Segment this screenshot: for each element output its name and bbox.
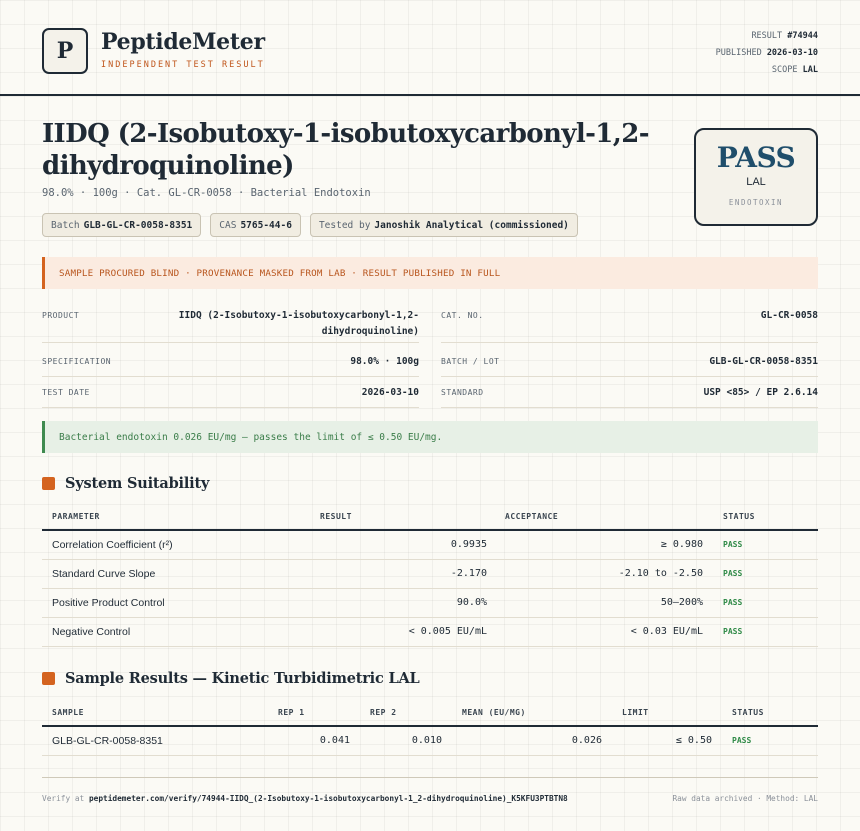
chip-label: Tested by: [318, 219, 371, 231]
scope-label: SCOPE: [771, 65, 798, 75]
sample-id: GLB-GL-CR-0058-8351: [42, 726, 268, 755]
status-badge: PASS: [722, 726, 818, 755]
info-label: SPECIFICATION: [42, 357, 112, 366]
brand-name: PeptideMeter: [101, 29, 265, 55]
result-summary: Bacterial endotoxin 0.026 EU/mg — passes the limit of ≤ 0.50 EU/mg.: [42, 421, 818, 453]
verdict-word: PASS: [716, 141, 796, 174]
chip-label: CAS: [219, 219, 237, 231]
info-label: CAT. NO.: [441, 311, 484, 320]
verify-prefix: Verify at: [42, 794, 85, 803]
param-name: Negative Control: [42, 617, 302, 646]
col-parameter: PARAMETER: [42, 504, 302, 530]
suitability-table: [42, 504, 818, 647]
section-marker-icon: [42, 672, 55, 685]
col-status: STATUS: [713, 504, 818, 530]
param-acceptance: < 0.03 EU/mL: [497, 617, 713, 646]
info-label: BATCH / LOT: [441, 357, 500, 366]
param-name: Correlation Coefficient (r²): [42, 530, 302, 559]
product-subtitle: 98.0% · 100g · Cat. GL-CR-0058 · Bacterial Endotoxin: [42, 187, 371, 199]
table-header-row: [42, 504, 818, 530]
table-row: [42, 559, 818, 588]
info-value: GLB-GL-CR-0058-8351: [709, 356, 818, 367]
logo-mark: [42, 28, 88, 74]
param-result: 90.0%: [302, 588, 497, 617]
chip-value: 5765-44-6: [240, 219, 292, 231]
sample-rep2: 0.010: [360, 726, 452, 755]
samples-section-header: [42, 670, 420, 687]
tested-by-chip: [310, 213, 578, 237]
info-test-date: [42, 380, 419, 408]
samples-table: [42, 700, 818, 756]
section-marker-icon: [42, 477, 55, 490]
verdict-method: LAL: [746, 176, 766, 188]
suitability-section-header: [42, 475, 209, 492]
product-title: IIDQ (2-Isobutoxy-1-isobutoxycarbonyl-1,2-dihydroquinoline): [42, 119, 649, 181]
status-badge: PASS: [713, 617, 818, 646]
param-acceptance: ≥ 0.980: [497, 530, 713, 559]
batch-chip: [42, 213, 201, 237]
brand-tagline: INDEPENDENT TEST RESULT: [101, 60, 265, 70]
param-result: < 0.005 EU/mL: [302, 617, 497, 646]
info-label: TEST DATE: [42, 388, 90, 397]
published-date: 2026-03-10: [766, 48, 818, 58]
footer-note: Raw data archived · Method: LAL: [672, 794, 818, 803]
info-standard: [441, 380, 818, 408]
table-row: [42, 617, 818, 646]
col-limit: LIMIT: [612, 700, 722, 726]
verdict-scope: ENDOTOXIN: [728, 198, 784, 207]
info-value: GL-CR-0058: [760, 310, 818, 321]
table-header-row: [42, 700, 818, 726]
sample-rep1: 0.041: [268, 726, 360, 755]
info-value: 2026-03-10: [361, 387, 419, 398]
param-result: -2.170: [302, 559, 497, 588]
chip-value: Janoshik Analytical (commissioned): [374, 219, 569, 231]
sample-limit: ≤ 0.50: [612, 726, 722, 755]
chip-value: GLB-GL-CR-0058-8351: [83, 219, 193, 231]
info-catno: [441, 303, 818, 343]
status-badge: PASS: [713, 559, 818, 588]
info-product: [42, 303, 419, 343]
table-row: [42, 588, 818, 617]
info-spec: [42, 349, 419, 377]
param-name: Standard Curve Slope: [42, 559, 302, 588]
verify-link[interactable]: peptidemeter.com/verify/74944-IIDQ_(2-Isobutoxy-1-isobutoxycarbonyl-1_2-dihydroquinoline)_K5KFU3PTBTN8: [88, 794, 568, 803]
result-id: #74944: [787, 31, 818, 41]
param-acceptance: -2.10 to -2.50: [497, 559, 713, 588]
col-status: STATUS: [722, 700, 818, 726]
col-mean: MEAN (EU/MG): [452, 700, 612, 726]
result-label: RESULT: [751, 31, 783, 41]
section-title: Sample Results — Kinetic Turbidimetric LAL: [65, 670, 420, 687]
logo-letter: P: [56, 38, 74, 64]
col-rep1: REP 1: [268, 700, 360, 726]
verdict-badge: [694, 128, 818, 226]
col-rep2: REP 2: [360, 700, 452, 726]
report-footer: [42, 777, 818, 803]
report-header: [0, 0, 860, 96]
table-row: [42, 726, 818, 755]
info-label: PRODUCT: [42, 311, 80, 320]
info-value: 98.0% · 100g: [350, 356, 419, 367]
status-badge: PASS: [713, 530, 818, 559]
param-acceptance: 50–200%: [497, 588, 713, 617]
product-chips: [42, 213, 578, 237]
info-label: STANDARD: [441, 388, 484, 397]
info-batch: [441, 349, 818, 377]
col-result: RESULT: [302, 504, 497, 530]
param-name: Positive Product Control: [42, 588, 302, 617]
cas-chip: [210, 213, 301, 237]
table-row: [42, 530, 818, 559]
col-sample: SAMPLE: [42, 700, 268, 726]
section-title: System Suitability: [65, 475, 210, 492]
info-value: IIDQ (2-Isobutoxy-1-isobutoxycarbonyl-1,2-dihydroquinoline): [178, 310, 419, 337]
info-value: USP <85> / EP 2.6.14: [703, 387, 818, 398]
report-meta: [716, 28, 818, 79]
col-acceptance: ACCEPTANCE: [497, 504, 713, 530]
status-badge: PASS: [713, 588, 818, 617]
published-label: PUBLISHED: [715, 48, 762, 58]
param-result: 0.9935: [302, 530, 497, 559]
scope-value: LAL: [802, 65, 818, 75]
blind-notice: SAMPLE PROCURED BLIND · PROVENANCE MASKED FROM LAB · RESULT PUBLISHED IN FULL: [42, 257, 818, 289]
chip-label: Batch: [51, 219, 80, 231]
sample-mean: 0.026: [452, 726, 612, 755]
